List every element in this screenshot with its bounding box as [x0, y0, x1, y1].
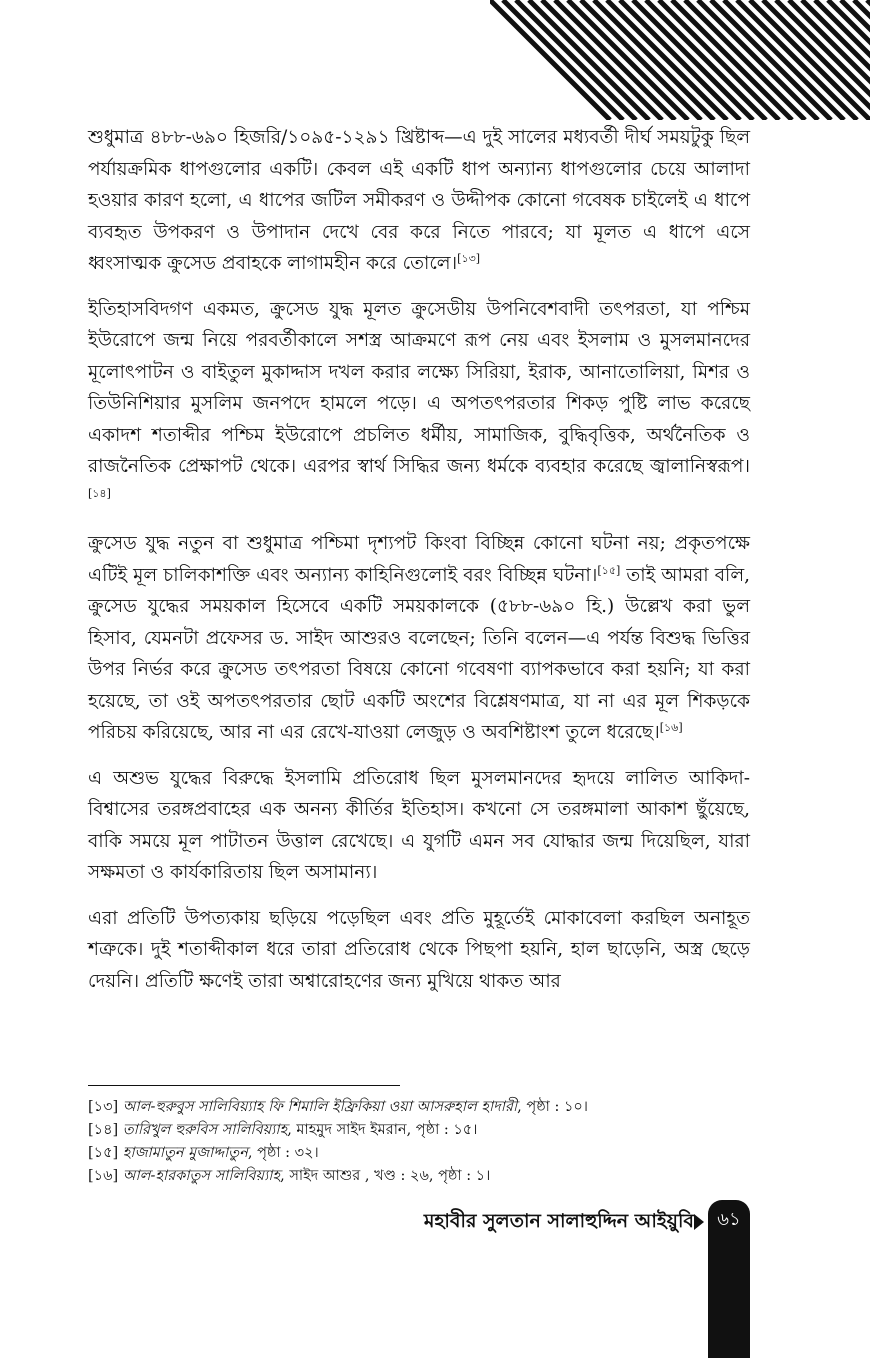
paragraph-4: এ অশুভ যুদ্ধের বিরুদ্ধে ইসলামি প্রতিরোধ ছিল মুসলমানদের হৃদয়ে লালিত আকিদা-বিশ্বাসের তরঙ্গপ্রবাহের এক অনন্য কীর্তির ইতিহাস। কখনো সে তরঙ্গমালা আকাশ ছুঁয়েছে, বাকি সময়ে মূল পাটাতন উত্তাল রেখেছে। এ যুগটি এমন সব যোদ্ধার জন্ম দিয়েছিল, যারা সক্ষমতা ও কার্যকারিতায় ছিল অসামান্য। — [88, 767, 750, 883]
footnote-16: [১৬] আল-হারকাতুস সালিবিয়্যাহ, সাইদ আশুর , খণ্ড : ২৬, পৃষ্ঠা : ১। — [88, 1168, 491, 1184]
footnote-ref-15[interactable]: [১৫] — [597, 563, 621, 577]
running-footer-title: মহাবীর সুলতান সালাহুদ্দিন আইয়ুবি — [423, 1210, 694, 1232]
paragraph-1: শুধুমাত্র ৪৮৮-৬৯০ হিজরি/১০৯৫-১২৯১ খ্রিষ্টাব্দ—এ দুই সালের মধ্যবর্তী দীর্ঘ সময়টুকু ছিল পর্যায়ক্রমিক ধাপগুলোর একটি। কেবল এই একটি ধাপ অন্যান্য ধাপগুলোর চেয়ে আলাদা হওয়ার কারণ হলো, এ ধাপের জটিল সমীকরণ ও উদ্দীপক কোনো গবেষক চাইলেই এ ধাপে ব্যবহৃত উপকরণ ও উপাদান দেখে বের করে নিতে পারবে; যা মূলত এ ধাপে এসে ধ্বংসাত্মক ক্রুসেড প্রবাহকে লাগামহীন করে তোলে।[১৩] — [88, 127, 750, 274]
footnote-ref-16[interactable]: [১৬] — [659, 720, 683, 734]
footnotes — [88, 1096, 750, 1188]
paragraph-3: ক্রুসেড যুদ্ধ নতুন বা শুধুমাত্র পশ্চিমা দৃশ্যপট কিংবা বিচ্ছিন্ন কোনো ঘটনা নয়; প্রকৃতপক্ষে এটিই মূল চালিকাশক্তি এবং অন্যান্য কাহিনিগুলোই বরং বিচ্ছিন্ন ঘটনা।[১৫] তাই আমরা বলি, ক্রুসেড যুদ্ধের সময়কাল হিসেবে একটি সময়কালকে (৫৮৮-৬৯০ হি.) উল্লেখ করা ভুল হিসাব, যেমনটা প্রফেসর ড. সাইদ আশুরও বলেছেন; তিনি বলেন—এ পর্যন্ত বিশুদ্ধ ভিত্তির উপর নির্ভর করে ক্রুসেড তৎপরতা বিষয়ে কোনো গবেষণা ব্যাপকভাবে করা হয়নি; যা করা হয়েছে, তা ওই অপতৎপরতার ছোট একটি অংশের বিশ্লেষণমাত্র, যা না এর মূল শিকড়কে পরিচয় করিয়েছে, আর না এর রেখে-যাওয়া লেজুড় ও অবশিষ্টাংশ তুলে ধরেছে।[১৬] — [88, 533, 750, 743]
footnote-divider — [88, 1085, 400, 1086]
corner-stripe-decoration — [490, 0, 870, 120]
footnote-14: [১৪] তারিখুল হুরুবিস সালিবিয়্যাহ, মাহমুদ সাইদ ইমরান, পৃষ্ঠা : ১৫। — [88, 1122, 478, 1138]
footnote-13: [১৩] আল-হুরুবুস সালিবিয়্যাহ ফি শিমালি ইফ্রিকিয়া ওয়া আসরুহাল হাদারী, পৃষ্ঠা : ১০। — [88, 1099, 588, 1115]
footnote-ref-13[interactable]: [১৩] — [457, 251, 481, 265]
page-number: ৬১ — [717, 1209, 741, 1230]
paragraph-2: ইতিহাসবিদগণ একমত, ক্রুসেড যুদ্ধ মূলত ক্রুসেডীয় উপনিবেশবাদী তৎপরতা, যা পশ্চিম ইউরোপে জন্ম নিয়ে পরবর্তীকালে সশস্ত্র আক্রমণে রূপ নেয় এবং ইসলাম ও মুসলমানদের মূলোৎপাটন ও বাইতুল মুকাদ্দাস দখল করার লক্ষ্যে সিরিয়া, ইরাক, আনাতোলিয়া, মিশর ও তিউনিশিয়ার মুসলিম জনপদে হামলে পড়ে। এ অপতৎপরতার শিকড় পুষ্টি লাভ করেছে একাদশ শতাব্দীর পশ্চিম ইউরোপে প্রচলিত ধর্মীয়, সামাজিক, বুদ্ধিবৃত্তিক, অর্থনৈতিক ও রাজনৈতিক প্রেক্ষাপট থেকে। এরপর স্বার্থ সিদ্ধির জন্য ধর্মকে ব্যবহার করেছে জ্বালানিস্বরূপ।[১৪] — [88, 298, 750, 500]
body-text — [88, 122, 750, 1011]
paragraph-5: এরা প্রতিটি উপত্যকায় ছড়িয়ে পড়েছিল এবং প্রতি মুহূর্তেই মোকাবেলা করছিল অনাহূত শত্রুকে। দুই শতাব্দীকাল ধরে তারা প্রতিরোধ থেকে পিছপা হয়নি, হাল ছাড়েনি, অস্ত্র ছেড়ে দেয়নি। প্রতিটি ক্ষণেই তারা অশ্বারোহণের জন্য মুখিয়ে থাকত আর — [88, 907, 750, 992]
page-tab — [708, 1200, 750, 1358]
footnote-ref-14[interactable]: [১৪] — [88, 486, 111, 500]
play-arrow-icon — [694, 1214, 704, 1230]
footnote-15: [১৫] হাজামাতুন মুজাদ্দাতুন, পৃষ্ঠা : ৩২। — [88, 1145, 319, 1161]
